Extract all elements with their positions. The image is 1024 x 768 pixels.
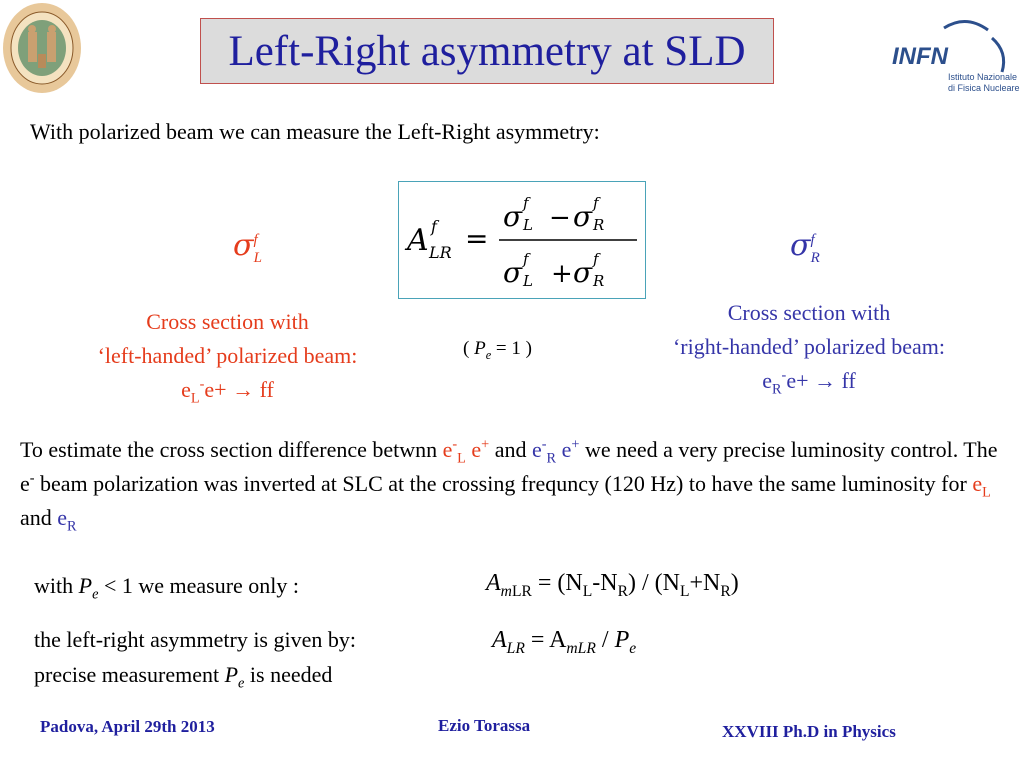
intro-text: With polarized beam we can measure the Left-Right asymmetry: [30,119,600,144]
svg-text:σ: σ [503,256,523,289]
svg-text:f: f [523,194,529,212]
sigma-left-symbol: $\sigma^f_L$ [233,228,262,266]
slide-title: Left-Right asymmetry at SLD [228,27,746,75]
right-desc-line1: Cross section with [727,300,891,325]
svg-text:R: R [593,216,605,234]
svg-text:σ: σ [573,256,593,289]
svg-text:A: A [407,223,429,258]
svg-text:f: f [431,217,437,236]
left-desc-line1: Cross section with [146,309,309,334]
footer-author: Ezio Torassa [438,716,531,735]
left-handed-description [50,305,405,407]
svg-text:=: = [465,222,489,255]
asymmetry-given-text: the left-right asymmetry is given by: [34,627,356,652]
infn-line2: di Fisica Nucleare [948,83,1020,93]
svg-text:LR: LR [429,243,452,262]
title-box [200,18,774,84]
infn-line1: Istituto Nazionale [948,72,1018,82]
footer-date-location: Padova, April 29th 2013 [40,717,215,736]
infn-logo [884,8,1024,100]
svg-text:σ: σ [573,200,593,233]
svg-text:L: L [523,216,533,234]
svg-text:L: L [523,272,533,290]
measured-asymmetry-equation: $A_{mLR} = (N_L-N_R) / (N_L+N_R)$ [486,570,739,600]
left-desc-line2: ‘left-handed’ polarized beam: [97,343,358,368]
true-asymmetry-equation: $A_{LR} = A_{mLR} / P_e$ [492,627,637,657]
svg-text:f: f [593,250,599,268]
svg-text:R: R [593,272,605,290]
svg-text:−: − [549,203,571,233]
right-desc-reaction: $e_R^-e+$ → ff [762,367,856,398]
asymmetry-formula-svg [399,182,645,298]
luminosity-paragraph: To estimate the cross section difference betwnn $e^-_L$ e+ and $e^-_R$ e+ we need a very precise luminosity control. The e- beam polarization was inverted at SLC at the crossing frequncy (120 Hz) to have the same luminosity for $e_L$ and $e_R$ [20,436,998,535]
measure-condition-text: with $P_e < 1$ we measure only : [34,573,300,603]
sigma-right-symbol: $\sigma^f_R$ [790,228,820,266]
svg-text:+: + [551,259,573,289]
precise-measurement-text: precise measurement $P_e$ is needed [34,662,333,692]
svg-text:f: f [523,250,529,268]
svg-text:σ: σ [503,200,523,233]
right-desc-line2: ‘right-handed’ polarized beam: [672,334,946,359]
left-desc-reaction: $e_L^-e+$ → ff [181,376,274,407]
infn-mark: INFN [892,43,948,70]
asymmetry-formula [398,181,646,299]
svg-text:f: f [593,194,599,212]
right-handed-description [628,296,990,398]
footer-course: XXVIII Ph.D in Physics [722,722,896,741]
university-seal-logo [2,2,82,94]
polarization-note: ( $P_e = 1$ ) [463,338,532,362]
